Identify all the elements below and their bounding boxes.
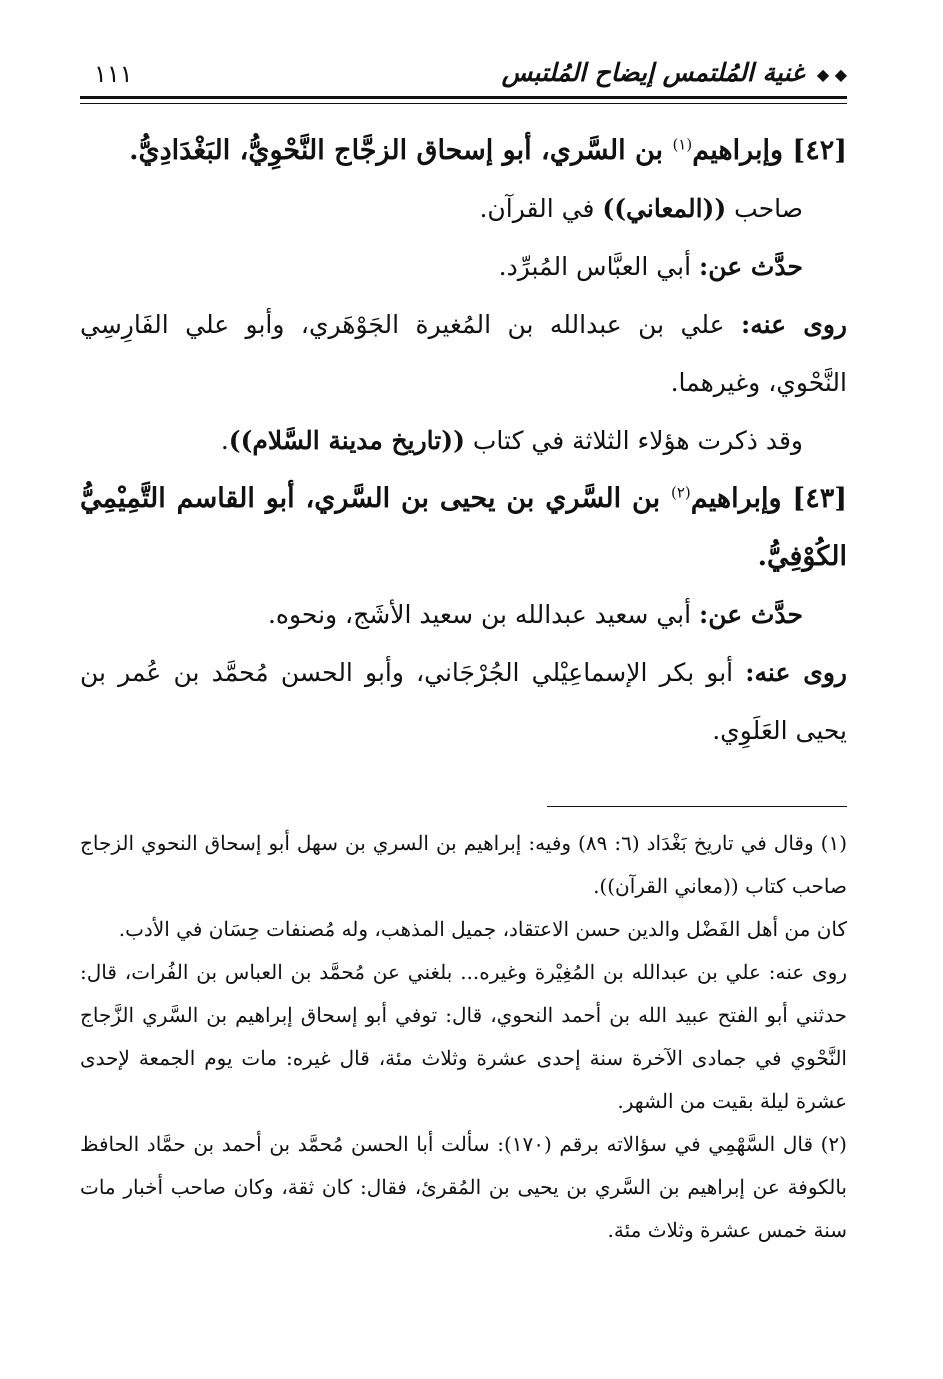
entry-43-haddath: حدَّث عن: أبي سعيد عبدالله بن سعيد الأشَج، ونحوه.	[267, 600, 803, 629]
footnote-ref-2: (٢)	[670, 483, 691, 502]
header-title	[502, 58, 847, 87]
diamond-icon: ◆ ◆	[816, 65, 847, 84]
entry-43-rawa: روى عنه: أبو بكر الإسماعِيْلي الجُرْجَاني، وأبو الحسن مُحمَّد بن عُمر بن يحيى العَلَوِي.	[80, 658, 847, 745]
entry-42-rawa: روى عنه: علي بن عبدالله بن المُغيرة الجَوْهَري، وأبو علي الفَارِسِي النَّحْوي، وغيرهما.	[80, 310, 847, 397]
entry-42-work: صاحب ((المعاني)) في القرآن.	[479, 194, 803, 223]
entry-42-heading: [٤٢] وإبراهيم$^{(١)}$ بن السَّري، أبو إسحاق الزجَّاج النَّحْوِيُّ، البَغْدَادِيُّ.	[129, 135, 847, 166]
entry-42-note: وقد ذكرت هؤلاء الثلاثة في كتاب ((تاريخ مدينة السَّلام)).	[220, 426, 803, 455]
footnote-ref-1: (١)	[672, 135, 693, 154]
header-rule-thick	[80, 96, 847, 99]
entry-42-haddath: حدَّث عن: أبي العبَّاس المُبرِّد.	[498, 252, 803, 281]
footnotes	[80, 822, 847, 1252]
entry-43-heading: [٤٣] وإبراهيم$^{(٢)}$ بن السَّري بن يحيى بن السَّري، أبو القاسم التَّمِيْمِيُّ الكُوْفِيُّ.	[80, 483, 848, 572]
footnote-1-line1: (١) وقال في تاريخ بَغْدَاد (٦: ٨٩) وفيه: إبراهيم بن السري بن سهل أبو إسحاق النحوي الزجاج صاحب كتاب ((معاني القرآن)).	[80, 831, 847, 898]
footnote-1-line2: كان من أهل الفَضْل والدين حسن الاعتقاد، جميل المذهب، وله مُصنفات حِسَان في الأدب.	[118, 917, 847, 941]
header-rule-thin	[80, 103, 847, 104]
page-number: ١١١	[94, 60, 133, 88]
main-text	[80, 122, 847, 760]
header-title-text: غنية المُلتمس إيضاح المُلتبس	[501, 58, 805, 87]
footnote-2: (٢) قال السَّهْمِي في سؤالاته برقم (١٧٠): سألت أبا الحسن مُحمَّد بن أحمد بن حمَّاد الحافظ بالكوفة عن إبراهيم بن السَّري بن يحيى بن المُقرئ، فقال: كان ثقة، وكان صاحب أخبار مات سنة خمس عشرة وثلاث مئة.	[80, 1132, 847, 1242]
footnote-1-line3: روى عنه: علي بن عبدالله بن المُغِيْرة وغيره... بلغني عن مُحمَّد بن العباس بن الفُرات، قال: حدثني أبو الفتح عبيد الله بن أحمد النحوي، قال: توفي أبو إسحاق إبراهيم بن السَّري الزَّجاج النَّحْوي في جمادى الآخرة سنة إحدى عشرة وثلاث مئة، قال غيره: مات يوم الجمعة لإحدى عشرة ليلة بقيت من الشهر.	[80, 960, 847, 1113]
running-header	[80, 58, 847, 94]
footnote-separator	[547, 806, 847, 807]
